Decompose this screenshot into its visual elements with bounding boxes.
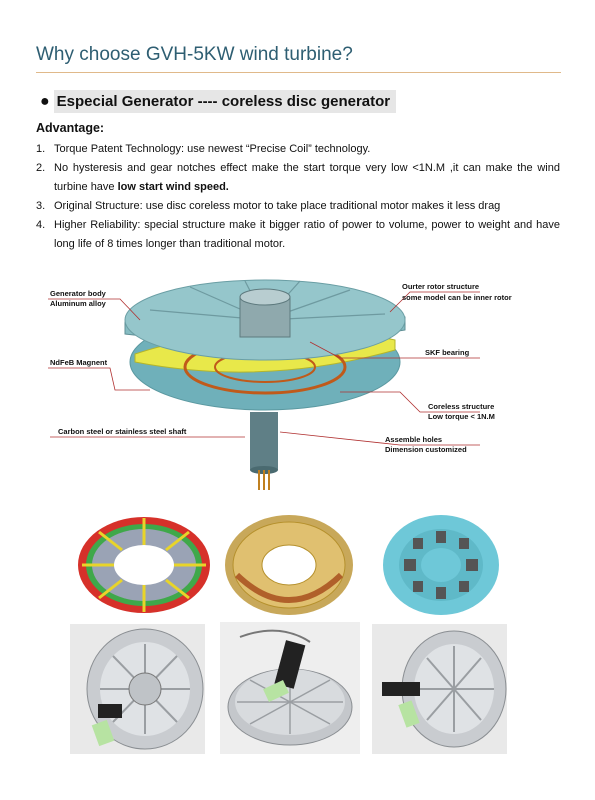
coil-disc-photo [222, 510, 357, 620]
section-heading [40, 90, 396, 113]
label-assemble-holes: Assemble holes [385, 435, 443, 444]
label-dimension: Dimension customized [385, 445, 467, 454]
advantage-list [36, 140, 560, 254]
list-item-text: Torque Patent Technology: use newest “Precise Coil” technology. [54, 143, 371, 155]
list-item-number: 1. [36, 143, 46, 155]
list-item-text: Higher Reliability: special structure make it bigger ratio of power to volume, power to weight and have long life of 8 times longer than traditional motor. [54, 219, 560, 250]
advantage-label: Advantage: [36, 121, 105, 135]
magnet-ring-photo [74, 510, 214, 620]
list-item [36, 159, 560, 197]
label-skf-bearing: SKF bearing [425, 348, 470, 357]
list-item [36, 197, 560, 216]
title-divider [36, 72, 561, 73]
label-outer-rotor: Ourter rotor structure [402, 282, 480, 291]
section-heading-text: Especial Generator ---- coreless disc generator [54, 90, 396, 113]
list-item-number: 3. [36, 200, 46, 212]
list-item-number: 2. [36, 162, 46, 174]
list-item-text-bold: low start wind speed. [117, 181, 229, 193]
label-generator-body: Generator body [50, 289, 106, 298]
label-ndfeb: NdFeB Magnent [50, 358, 108, 367]
list-item-text-main: No hysteresis and gear notches effect make the start torque very low <1N.M ,it can make the wind turbine have [54, 162, 560, 193]
generator-photo-side [372, 624, 507, 754]
bullet-icon: ● [40, 92, 50, 110]
list-item [36, 140, 560, 159]
shaft [250, 412, 278, 470]
label-inner-rotor: some model can be inner rotor [402, 293, 512, 302]
generator-diagram [40, 262, 520, 494]
list-item-number: 4. [36, 219, 46, 231]
page-title: Why choose GVH-5KW wind turbine? [36, 44, 353, 65]
list-item-text: Original Structure: use disc coreless motor to take place traditional motor makes it less drag [54, 200, 501, 212]
stator-disc-photo [366, 510, 516, 620]
list-item [36, 216, 560, 254]
label-aluminum-alloy: Aluminum alloy [50, 299, 106, 308]
generator-photo-angle [220, 622, 360, 754]
list-item-text [54, 159, 560, 197]
label-shaft: Carbon steel or stainless steel shaft [58, 427, 187, 436]
label-low-torque: Low torque < 1N.M [428, 412, 495, 421]
generator-photo-front [70, 624, 205, 754]
label-coreless: Coreless structure [428, 402, 495, 411]
